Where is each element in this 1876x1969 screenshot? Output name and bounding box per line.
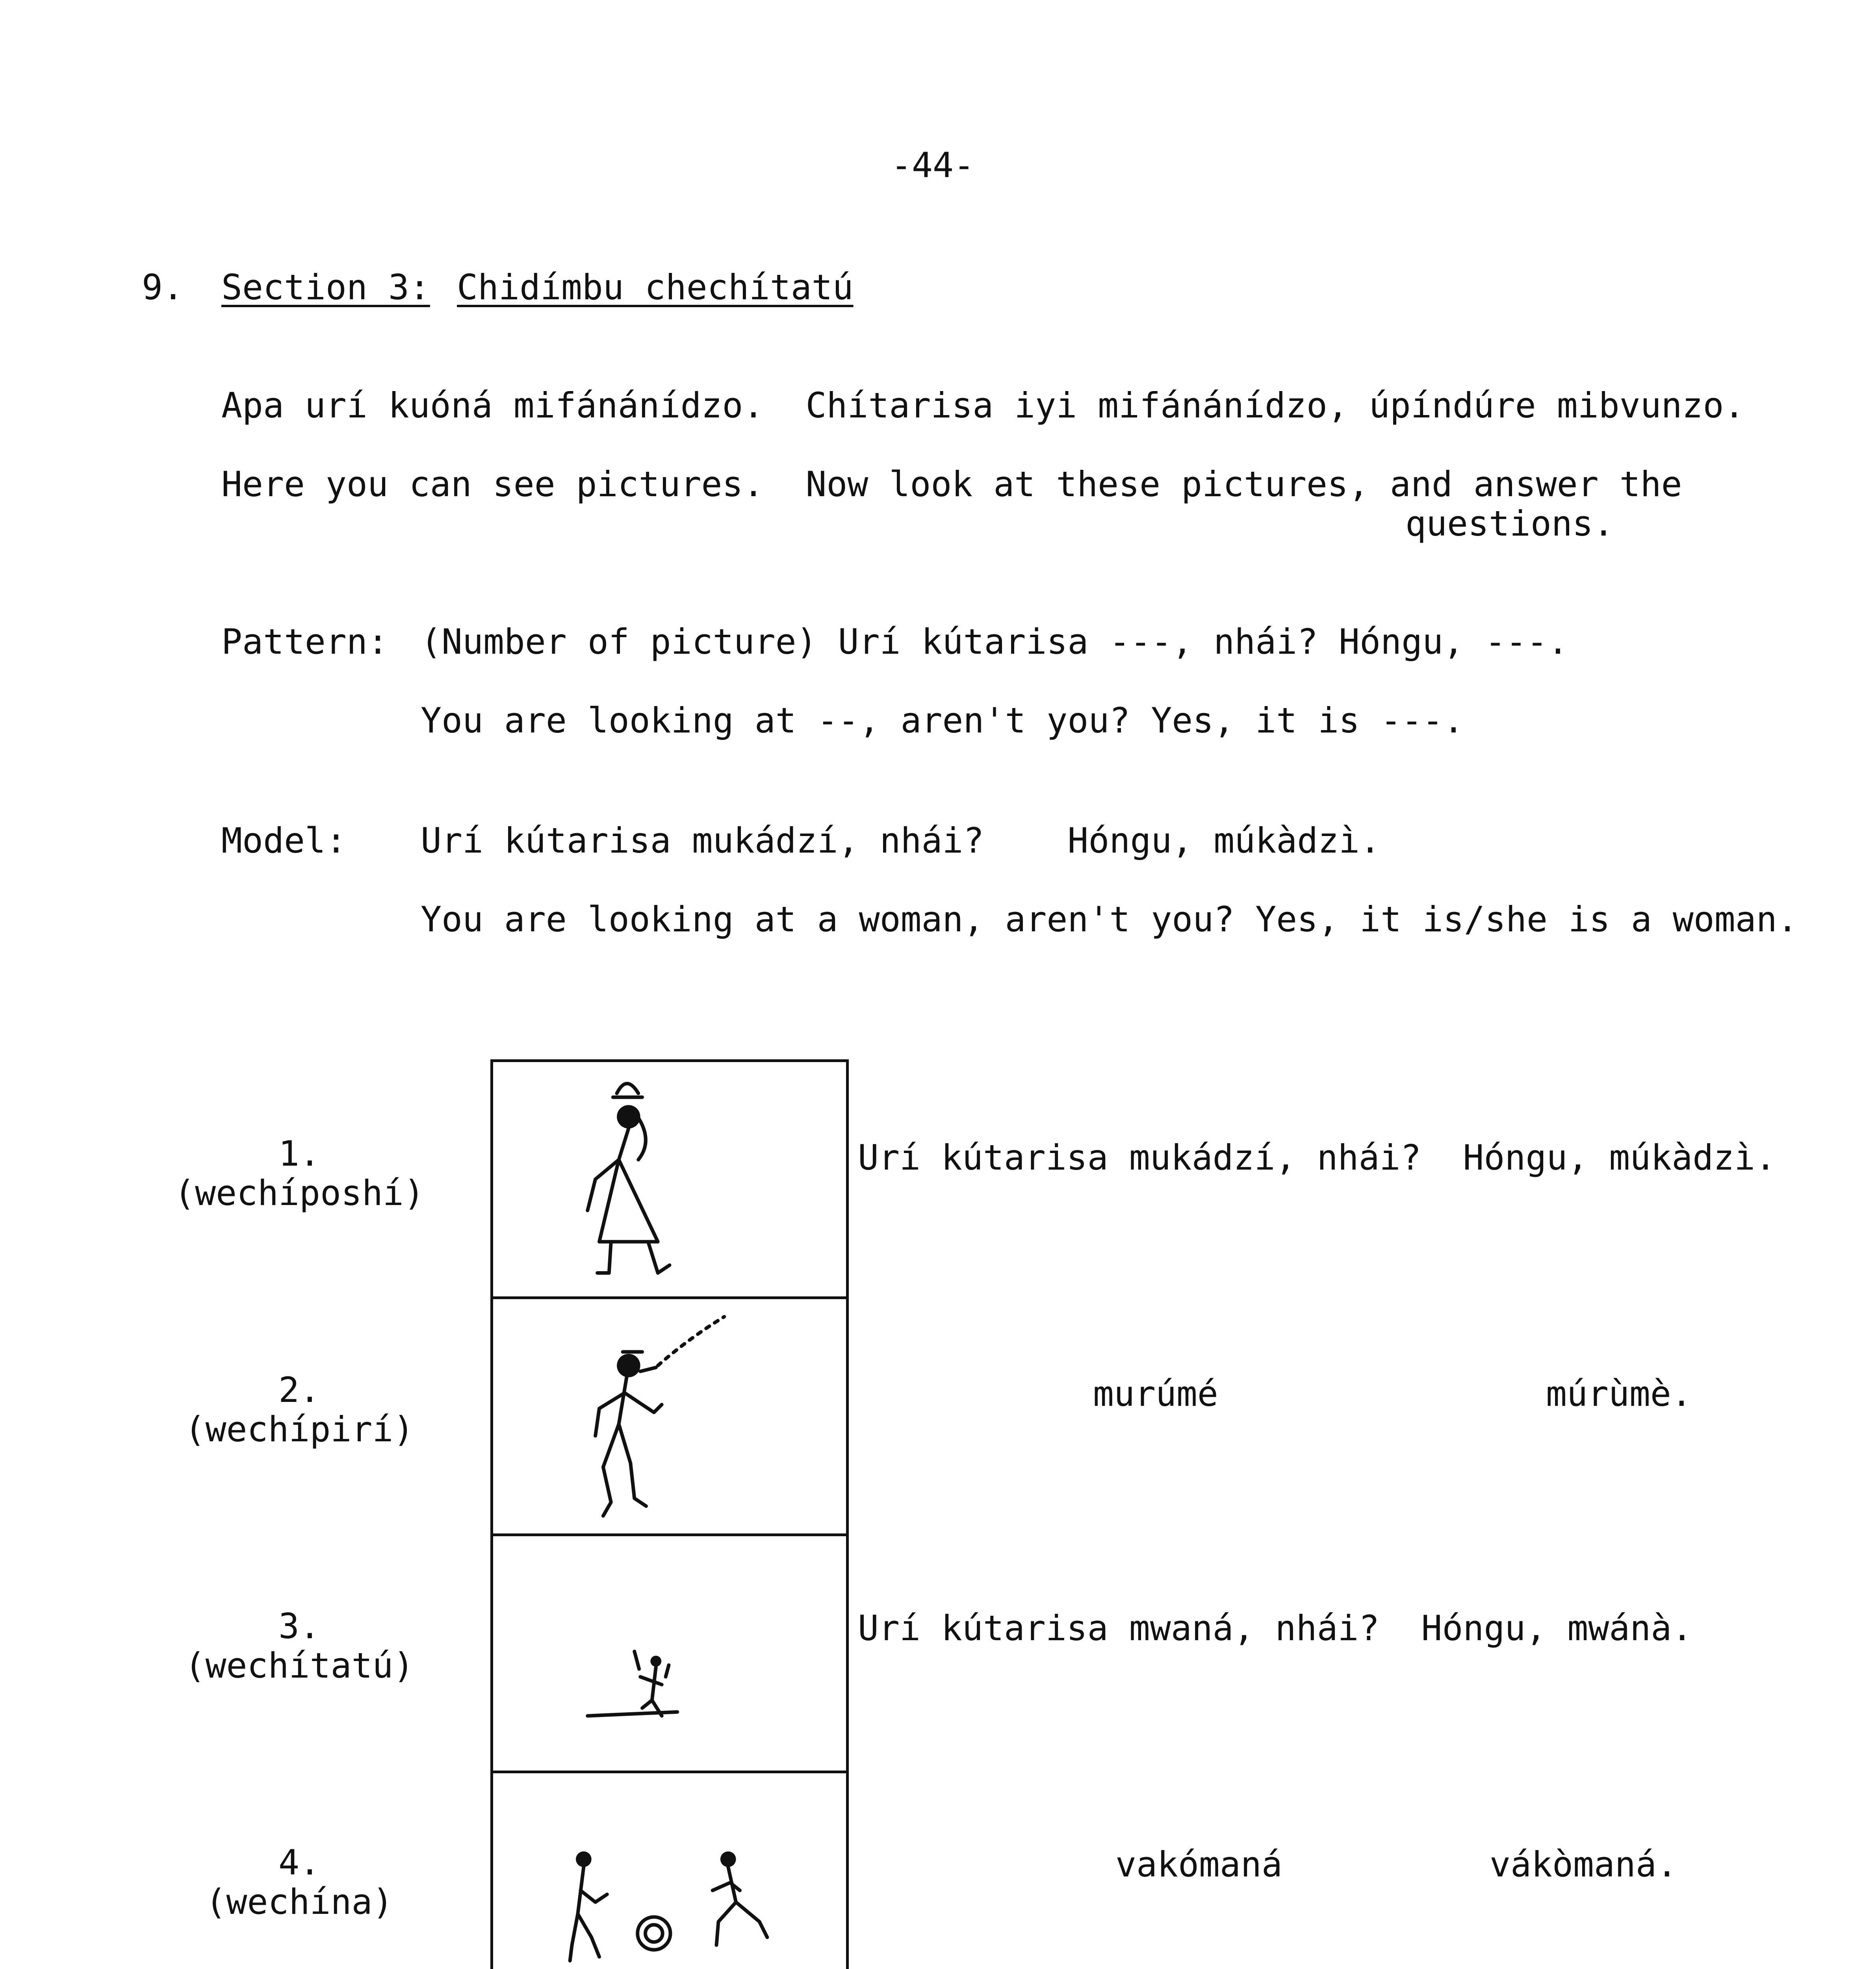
picture-4-frame: [490, 1771, 849, 1969]
section-title: Section 3:: [221, 267, 430, 308]
intro-shona: Apa urí kuóná mifánánídzo. Chítarisa iyi mifánánídzo, úpíndúre mibvunzo.: [221, 385, 1745, 426]
picture-2-frame: [490, 1296, 849, 1533]
picture-3-number: 3.: [278, 1606, 320, 1646]
woman-walking-icon: [493, 1062, 846, 1296]
intro-english-cont: questions.: [1405, 503, 1614, 544]
man-smoking-icon: [493, 1299, 846, 1533]
picture-1-name: (wechíposhí): [174, 1173, 425, 1213]
picture-2-number: 2.: [278, 1370, 320, 1410]
intro-english: Here you can see pictures. Now look at these pictures, and answer the: [221, 464, 1682, 504]
boys-playing-ball-icon: [493, 1773, 846, 1969]
pattern-label: Pattern:: [221, 621, 388, 662]
picture-1-line: Urí kútarisa mukádzí, nhái? Hóngu, múkàdzì.: [858, 1137, 1776, 1178]
picture-2-name: (wechípirí): [184, 1409, 414, 1450]
picture-3-name: (wechítatú): [184, 1645, 414, 1686]
picture-3-line: Urí kútarisa mwaná, nhái? Hóngu, mwánà.: [858, 1608, 1693, 1648]
child-sitting-icon: [493, 1536, 846, 1771]
model-label: Model:: [221, 820, 347, 861]
picture-1-frame: [490, 1059, 849, 1296]
picture-4-question: vakómaná: [1115, 1844, 1282, 1885]
picture-4-answer: vákòmaná.: [1490, 1844, 1677, 1885]
picture-4-name: (wechína): [205, 1882, 393, 1922]
picture-2-question: murúmé: [1093, 1374, 1218, 1414]
picture-3-frame: [490, 1533, 849, 1771]
picture-1-number: 1.: [278, 1133, 320, 1174]
section-subtitle: Chidímbu chechítatú: [457, 267, 854, 308]
pattern-shona: (Number of picture) Urí kútarisa ---, nhái? Hóngu, ---.: [421, 621, 1568, 662]
picture-4-number: 4.: [278, 1842, 320, 1883]
model-english: You are looking at a woman, aren't you? Yes, it is/she is a woman.: [421, 899, 1798, 940]
section-number: 9.: [142, 267, 184, 308]
model-shona: Urí kútarisa mukádzí, nhái? Hóngu, múkàdzì.: [421, 820, 1381, 861]
picture-2-answer: múrùmè.: [1546, 1374, 1692, 1414]
page-number: -44-: [891, 145, 974, 185]
pattern-english: You are looking at --, aren't you? Yes, it is ---.: [421, 700, 1464, 741]
